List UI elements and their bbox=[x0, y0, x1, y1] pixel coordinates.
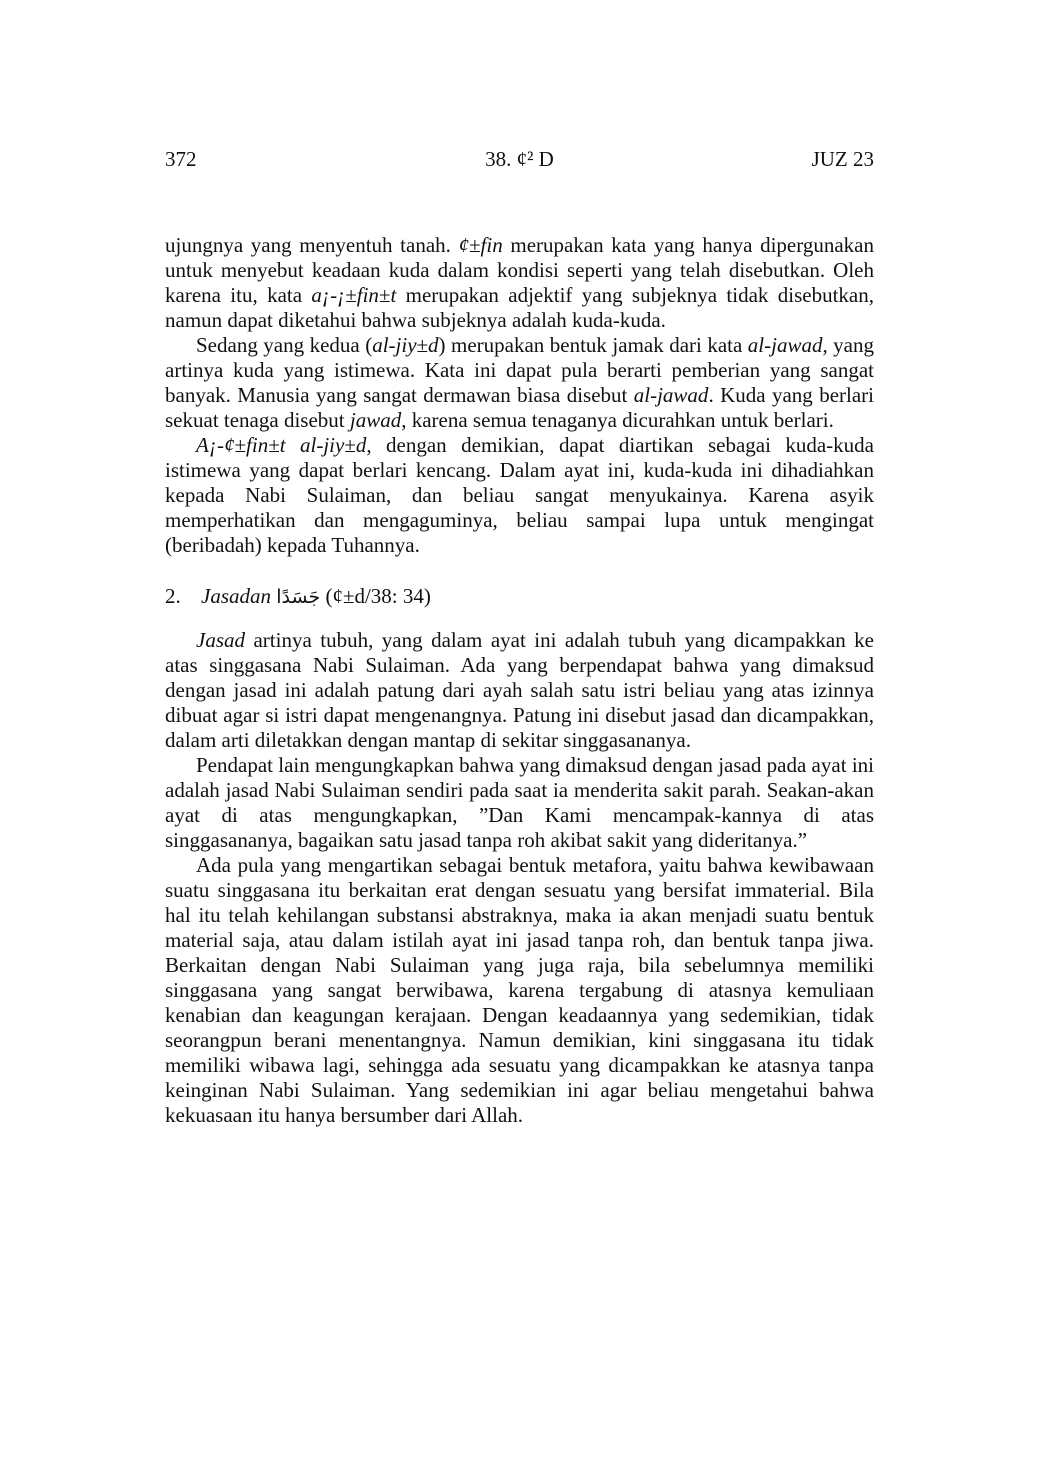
section-term: Jasadan bbox=[201, 584, 271, 608]
italic-term: al-jiy±d bbox=[372, 333, 439, 357]
paragraph-p5 bbox=[165, 753, 874, 853]
text-run: Sedang yang kedua ( bbox=[196, 333, 373, 357]
paragraph-p6 bbox=[165, 853, 874, 1128]
paragraph-group-top bbox=[165, 233, 874, 558]
text-run: , yang artinya kuda yang istimewa. Kata ini dapat pula berarti pemberian yang sangat banyak. Manusia yang sangat dermawan biasa disebut bbox=[165, 333, 874, 407]
verse-reference: (¢±d/38: 34) bbox=[325, 584, 431, 608]
paragraph-p2 bbox=[165, 333, 874, 433]
section-heading bbox=[165, 581, 874, 612]
italic-term: jawad bbox=[349, 408, 402, 432]
text-run: , karena semua tenaganya dicurahkan untuk berlari. bbox=[401, 408, 834, 432]
text-run: Pendapat lain mengungkapkan bahwa yang dimaksud dengan jasad pada ayat ini adalah jasad Nabi Sulaiman sendiri pada saat ia menderita sakit parah. Seakan-akan ayat di atas mengungkapkan, ”Dan Kami mencampak-kannya di atas singgasananya, bagaikan satu jasad tanpa roh akibat sakit yang dideritanya.” bbox=[165, 753, 874, 852]
text-run: . Kuda yang berlari sekuat tenaga disebut bbox=[165, 383, 874, 432]
section-number: 2. bbox=[165, 584, 181, 608]
paragraph-p1 bbox=[165, 233, 874, 333]
italic-term: ¢±fin bbox=[458, 233, 503, 257]
paragraph-p3 bbox=[165, 433, 874, 558]
paragraph-group-bottom bbox=[165, 628, 874, 1128]
text-run: , dengan demikian, dapat diartikan sebagai kuda-kuda istimewa yang dapat berlari kencang. Dalam ayat ini, kuda-kuda ini dihadiahkan kepada Nabi Sulaiman, dan beliau sangat menyukainya. Karena asyik memperhatikan dan mengaguminya, beliau sampai lupa untuk mengingat (beribadah) kepada Tuhannya. bbox=[165, 433, 875, 557]
page-body bbox=[165, 233, 874, 1128]
italic-term: al-jawad bbox=[747, 333, 823, 357]
italic-term: Jasad bbox=[196, 628, 245, 652]
text-run: ujungnya yang menyentuh tanah. bbox=[165, 233, 459, 257]
page-header bbox=[165, 144, 874, 174]
paragraph-p4 bbox=[165, 628, 874, 753]
page-number: 372 bbox=[165, 147, 197, 171]
surah-title: 38. ¢² D bbox=[485, 147, 554, 171]
juz-label: JUZ 23 bbox=[811, 147, 874, 171]
italic-term: al-jawad bbox=[633, 383, 709, 407]
italic-term: a¡-¡±fin±t bbox=[311, 283, 397, 307]
text-run: Ada pula yang mengartikan sebagai bentuk metafora, yaitu bahwa kewibawaan suatu singgasana itu berkaitan erat dengan sesuatu yang bersifat immaterial. Bila hal itu telah kehilangan substansi abstraknya, maka ia akan menjadi suatu bentuk material saja, atau dalam istilah ayat ini jasad tanpa roh, dan bentuk tanpa jiwa. Berkaitan dengan Nabi Sulaiman yang juga raja, bila sebelumnya memiliki singgasana yang sangat berwibawa, karena tergabung di atasnya kemuliaan kenabian dan keagungan kerajaan. Dengan keadaannya yang sedemikian, tidak seorangpun berani menentangnya. Namun demikian, kini singgasana itu tidak memiliki wibawa lagi, sehingga ada sesuatu yang dicampakkan ke atasnya tanpa keinginan Nabi Sulaiman. Yang sedemikian ini agar beliau mengetahui bahwa kekuasaan itu hanya bersumber dari Allah. bbox=[165, 853, 874, 1127]
text-run: artinya tubuh, yang dalam ayat ini adalah tubuh yang dicampakkan ke atas singgasana Nabi Sulaiman. Ada yang berpendapat bahwa yang dimaksud dengan jasad ini adalah patung dari ayah salah satu istri beliau yang atas izinnya dibuat agar si istri dapat mengenangnya. Patung ini disebut jasad dan dicampakkan, dalam arti diletakkan dengan mantap di sekitar singgasananya. bbox=[165, 628, 874, 752]
text-run: ) merupakan bentuk jamak dari kata bbox=[438, 333, 748, 357]
text-run: merupakan kata yang hanya dipergunakan untuk menyebut keadaan kuda dalam kondisi seperti yang telah disebutkan. Oleh karena itu, kata bbox=[165, 233, 875, 307]
arabic-term: جَسَدًا bbox=[276, 586, 321, 608]
italic-term: A¡-¢±fin±t al-jiy±d bbox=[196, 433, 367, 457]
text-run: merupakan adjektif yang subjeknya tidak disebutkan, namun dapat diketahui bahwa subjeknya adalah kuda-kuda. bbox=[165, 283, 874, 332]
